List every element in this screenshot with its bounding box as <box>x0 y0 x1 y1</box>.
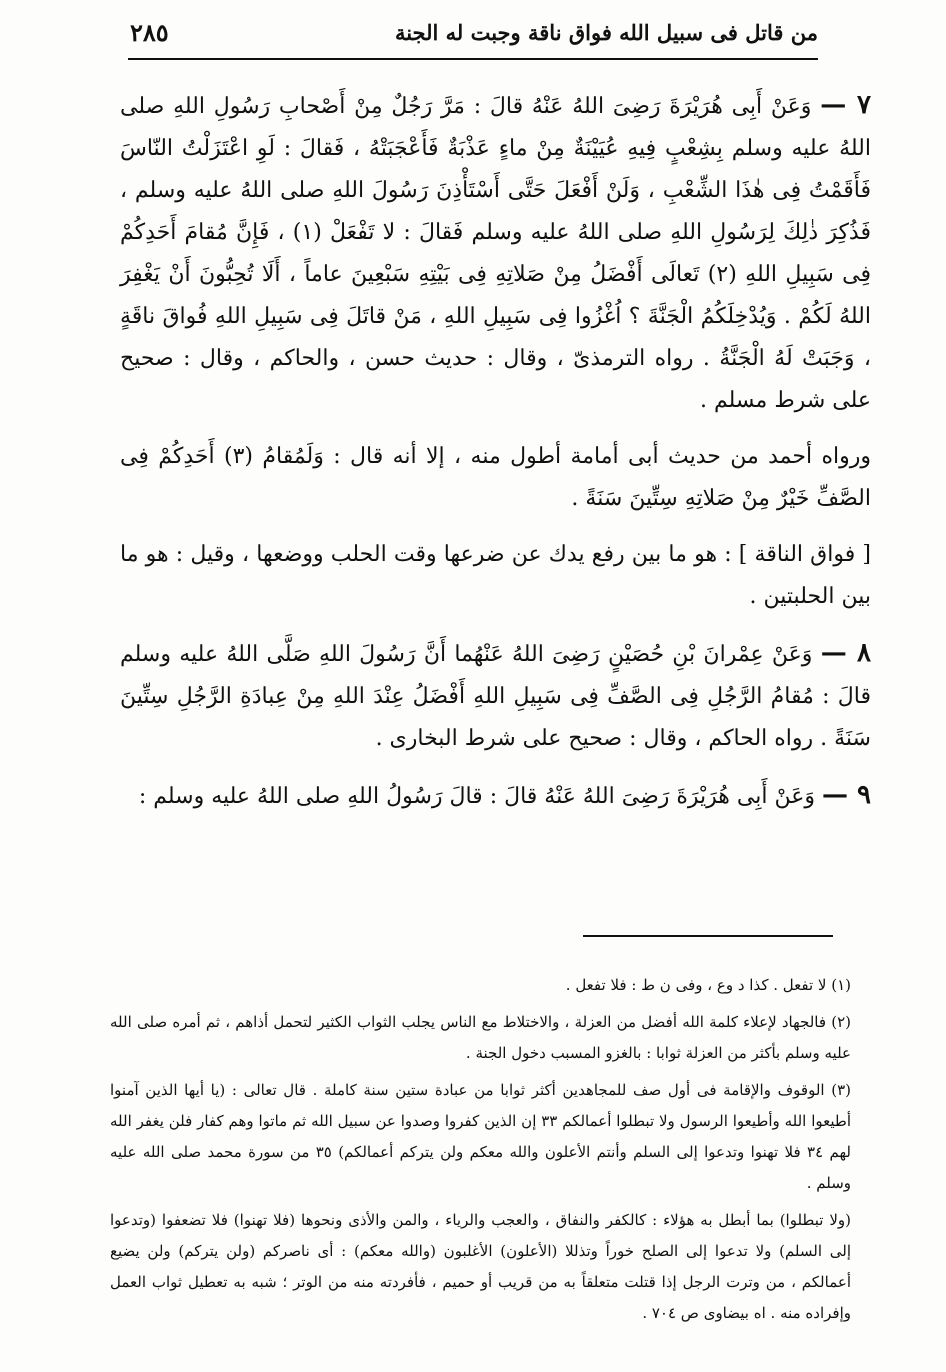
hadith-number: ٩ — <box>821 780 871 810</box>
footnote-separator <box>583 935 833 937</box>
footnote-3-commentary: (ولا تبطلوا) بما أبطل به هؤلاء : كالكفر والنفاق ، والعجب والرياء ، والمن والأذى ونحوها (فلا تهنوا) فلا تضعفوا (وتدعوا إلى السلم) ولا تدعوا إلى الصلح خوراً وتذللا (الأعلون) الأغلبون (والله معكم) : أى ناصركم (ولن يتركم) ولن يضيع أعمالكم ، من وترت الرجل إذا قتلت متعلقاً به من قريب أو حميم ، فأفردته منه من الوتر ؛ شبه به تعطيل ثواب العمل وإفراده منه . اه بيضاوى ص ٧٠٤ . <box>110 1211 851 1322</box>
footnote-1: (١) لا تفعل . كذا د وع ، وفى ن ط : فلا تفعل . <box>565 976 851 994</box>
footnotes <box>110 970 851 1335</box>
page-header <box>130 12 818 52</box>
footnote-3: (٣) الوقوف والإقامة فى أول صف للمجاهدين أكثر ثوابا من عبادة ستين سنة كاملة . قال تعالى : (يا أيها الذين آمنوا أطيعوا الله وأطيعوا الرسول ولا تبطلوا أعمالكم ٣٣ إن الذين كفروا وصدوا عن سبيل الله ثم ماتوا وهم كفار فلن يغفر الله لهم ٣٤ فلا تهنوا وتدعوا إلى السلم وأنتم الأعلون والله معكم ولن يتركم أعمالكم) ٣٥ من سورة محمد صلى الله عليه وسلم . <box>110 1081 851 1192</box>
main-text <box>120 84 871 832</box>
gloss-paragraph: [ فواق الناقة ] : هو ما بين رفع يدك عن ضرعها وقت الحلب ووضعها ، وقيل : هو ما بين الحلبتين . <box>120 542 871 609</box>
footnote-2: (٢) فالجهاد لإعلاء كلمة الله أفضل من العزلة ، والاختلاط مع الناس يجلب الثواب الكثير لتحمل أذاهم ، ثم أمره صلى الله عليه وسلم بأكثر من العزلة ثوابا : بالغزو المسبب دخول الجنة . <box>110 1013 851 1062</box>
hadith-number: ٨ — <box>820 638 871 668</box>
hadith-text: وَعَنْ أَبِى هُرَيْرَةَ رَضِىَ اللهُ عَنْهُ قالَ : قالَ رَسُولُ اللهِ صلى اللهُ عليه وسلم : <box>138 784 815 809</box>
page-number: ٢٨٥ <box>130 17 169 47</box>
hadith-text: وَعَنْ عِمْرانَ بْنِ حُصَيْنٍ رَضِىَ اللهُ عَنْهُما أَنَّ رَسُولَ اللهِ صَلَّى اللهُ عليه وسلم قالَ : مُقامُ الرَّجُلِ فِى الصَّفِّ فِى سَبِيلِ اللهِ أَفْضَلُ عِنْدَ اللهِ مِنْ عِبادَةِ الرَّجُلِ سِتِّينَ سَنَةً . رواه الحاكم ، وقال : صحيح على شرط البخارى . <box>120 642 871 751</box>
hadith-text: وَعَنْ أَبِى هُرَيْرَةَ رَضِىَ اللهُ عَنْهُ قالَ : مَرَّ رَجُلٌ مِنْ أَصْحابِ رَسُولِ اللهِ صلى اللهُ عليه وسلم بِشِعْبٍ فِيهِ عُيَيْنَةٌ مِنْ ماءٍ عَذْبَةٌ فَأَعْجَبَتْهُ ، فَقالَ : لَوِ اعْتَزَلْتُ النّاسَ فَأَقَمْتُ فِى هٰذَا الشِّعْبِ ، وَلَنْ أَفْعَلَ حَتَّى أَسْتَأْذِنَ رَسُولَ اللهِ صلى اللهُ عليه وسلم ، فَذُكِرَ ذٰلِكَ لِرَسُولِ اللهِ صلى اللهُ عليه وسلم فَقالَ : لا تَفْعَلْ (١) ، فَإِنَّ مُقامَ أَحَدِكُمْ فِى سَبِيلِ اللهِ (٢) تَعالَى أَفْضَلُ مِنْ صَلاتِهِ فِى بَيْتِهِ سَبْعِينَ عاماً ، أَلَا تُحِبُّونَ أَنْ يَغْفِرَ اللهُ لَكُمْ . وَيُدْخِلَكُمُ الْجَنَّةَ ؟ اُغْزُوا فِى سَبِيلِ اللهِ ، مَنْ قاتَلَ فِى سَبِيلِ اللهِ فُواقَ ناقَةٍ ، وَجَبَتْ لَهُ الْجَنَّةُ . رواه الترمذىّ ، وقال : حديث حسن ، والحاكم ، وقال : صحيح على شرط مسلم . <box>120 94 871 413</box>
hadith-8 <box>120 632 871 760</box>
hadith-number: ٧ — <box>820 90 871 120</box>
hadith-9 <box>120 774 871 818</box>
running-title: من قاتل فى سبيل الله فواق ناقة وجبت له الجنة <box>394 19 818 45</box>
hadith-7-variant: ورواه أحمد من حديث أبى أمامة أطول منه ، إلا أنه قال : وَلَمُقامُ (٣) أَحَدِكُمْ فِى الصَّفِّ خَيْرٌ مِنْ صَلاتِهِ سِتِّينَ سَنَةً . <box>120 444 871 511</box>
header-rule <box>128 58 818 60</box>
hadith-7 <box>120 84 871 422</box>
